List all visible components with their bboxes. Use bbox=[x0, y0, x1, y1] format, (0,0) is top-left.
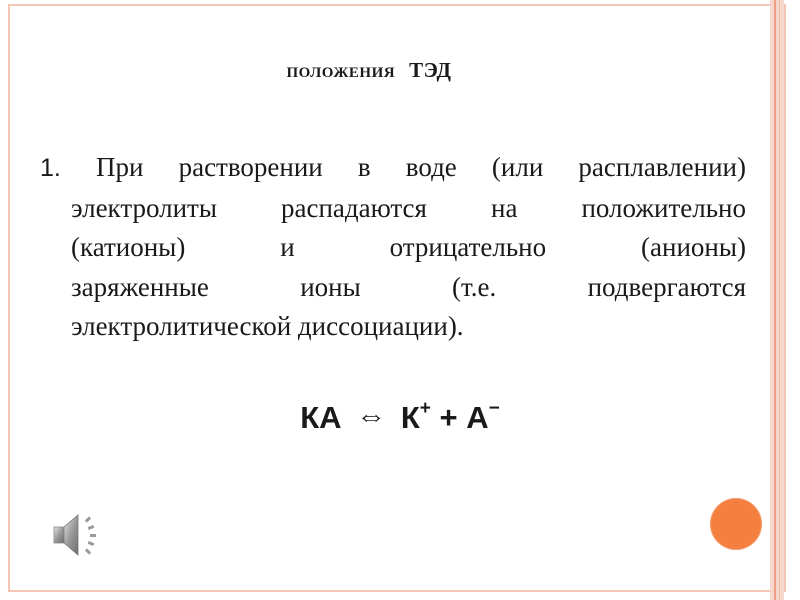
orange-circle-decoration bbox=[710, 498, 762, 550]
paragraph-line-1 bbox=[40, 148, 746, 189]
paragraph-line-2: электролиты распадаются на положительно bbox=[71, 192, 746, 223]
title-small: ПОЛОЖЕНИЯ bbox=[286, 65, 396, 81]
speaker-icon[interactable] bbox=[50, 510, 110, 560]
right-decor-line-thin bbox=[779, 0, 780, 600]
formula-left: КА bbox=[300, 400, 342, 435]
slide-title bbox=[0, 58, 738, 83]
right-decor-line bbox=[774, 0, 776, 600]
equilibrium-arrow-icon: ⇔ bbox=[356, 400, 387, 433]
paragraph-line-4: заряженные ионы (т.е. подвергаются bbox=[71, 271, 746, 302]
formula-anion: А bbox=[466, 400, 489, 435]
paragraph-number: 1. bbox=[40, 154, 61, 182]
dissociation-formula bbox=[0, 398, 800, 436]
title-big: ТЭД bbox=[409, 58, 452, 82]
formula-anion-charge: − bbox=[488, 398, 500, 419]
paragraph-line-3: (катионы) и отрицательно (анионы) bbox=[71, 232, 746, 262]
right-decor-stripe bbox=[770, 0, 784, 600]
formula-cation: К bbox=[400, 400, 420, 435]
paragraph-line-1-text: При растворении в воде (или расплавлении) bbox=[96, 152, 746, 182]
formula-plus: + bbox=[439, 400, 458, 435]
formula-cation-charge: + bbox=[419, 398, 431, 419]
paragraph bbox=[40, 148, 746, 347]
paragraph-line-5: электролитической диссоциации). bbox=[71, 311, 464, 341]
